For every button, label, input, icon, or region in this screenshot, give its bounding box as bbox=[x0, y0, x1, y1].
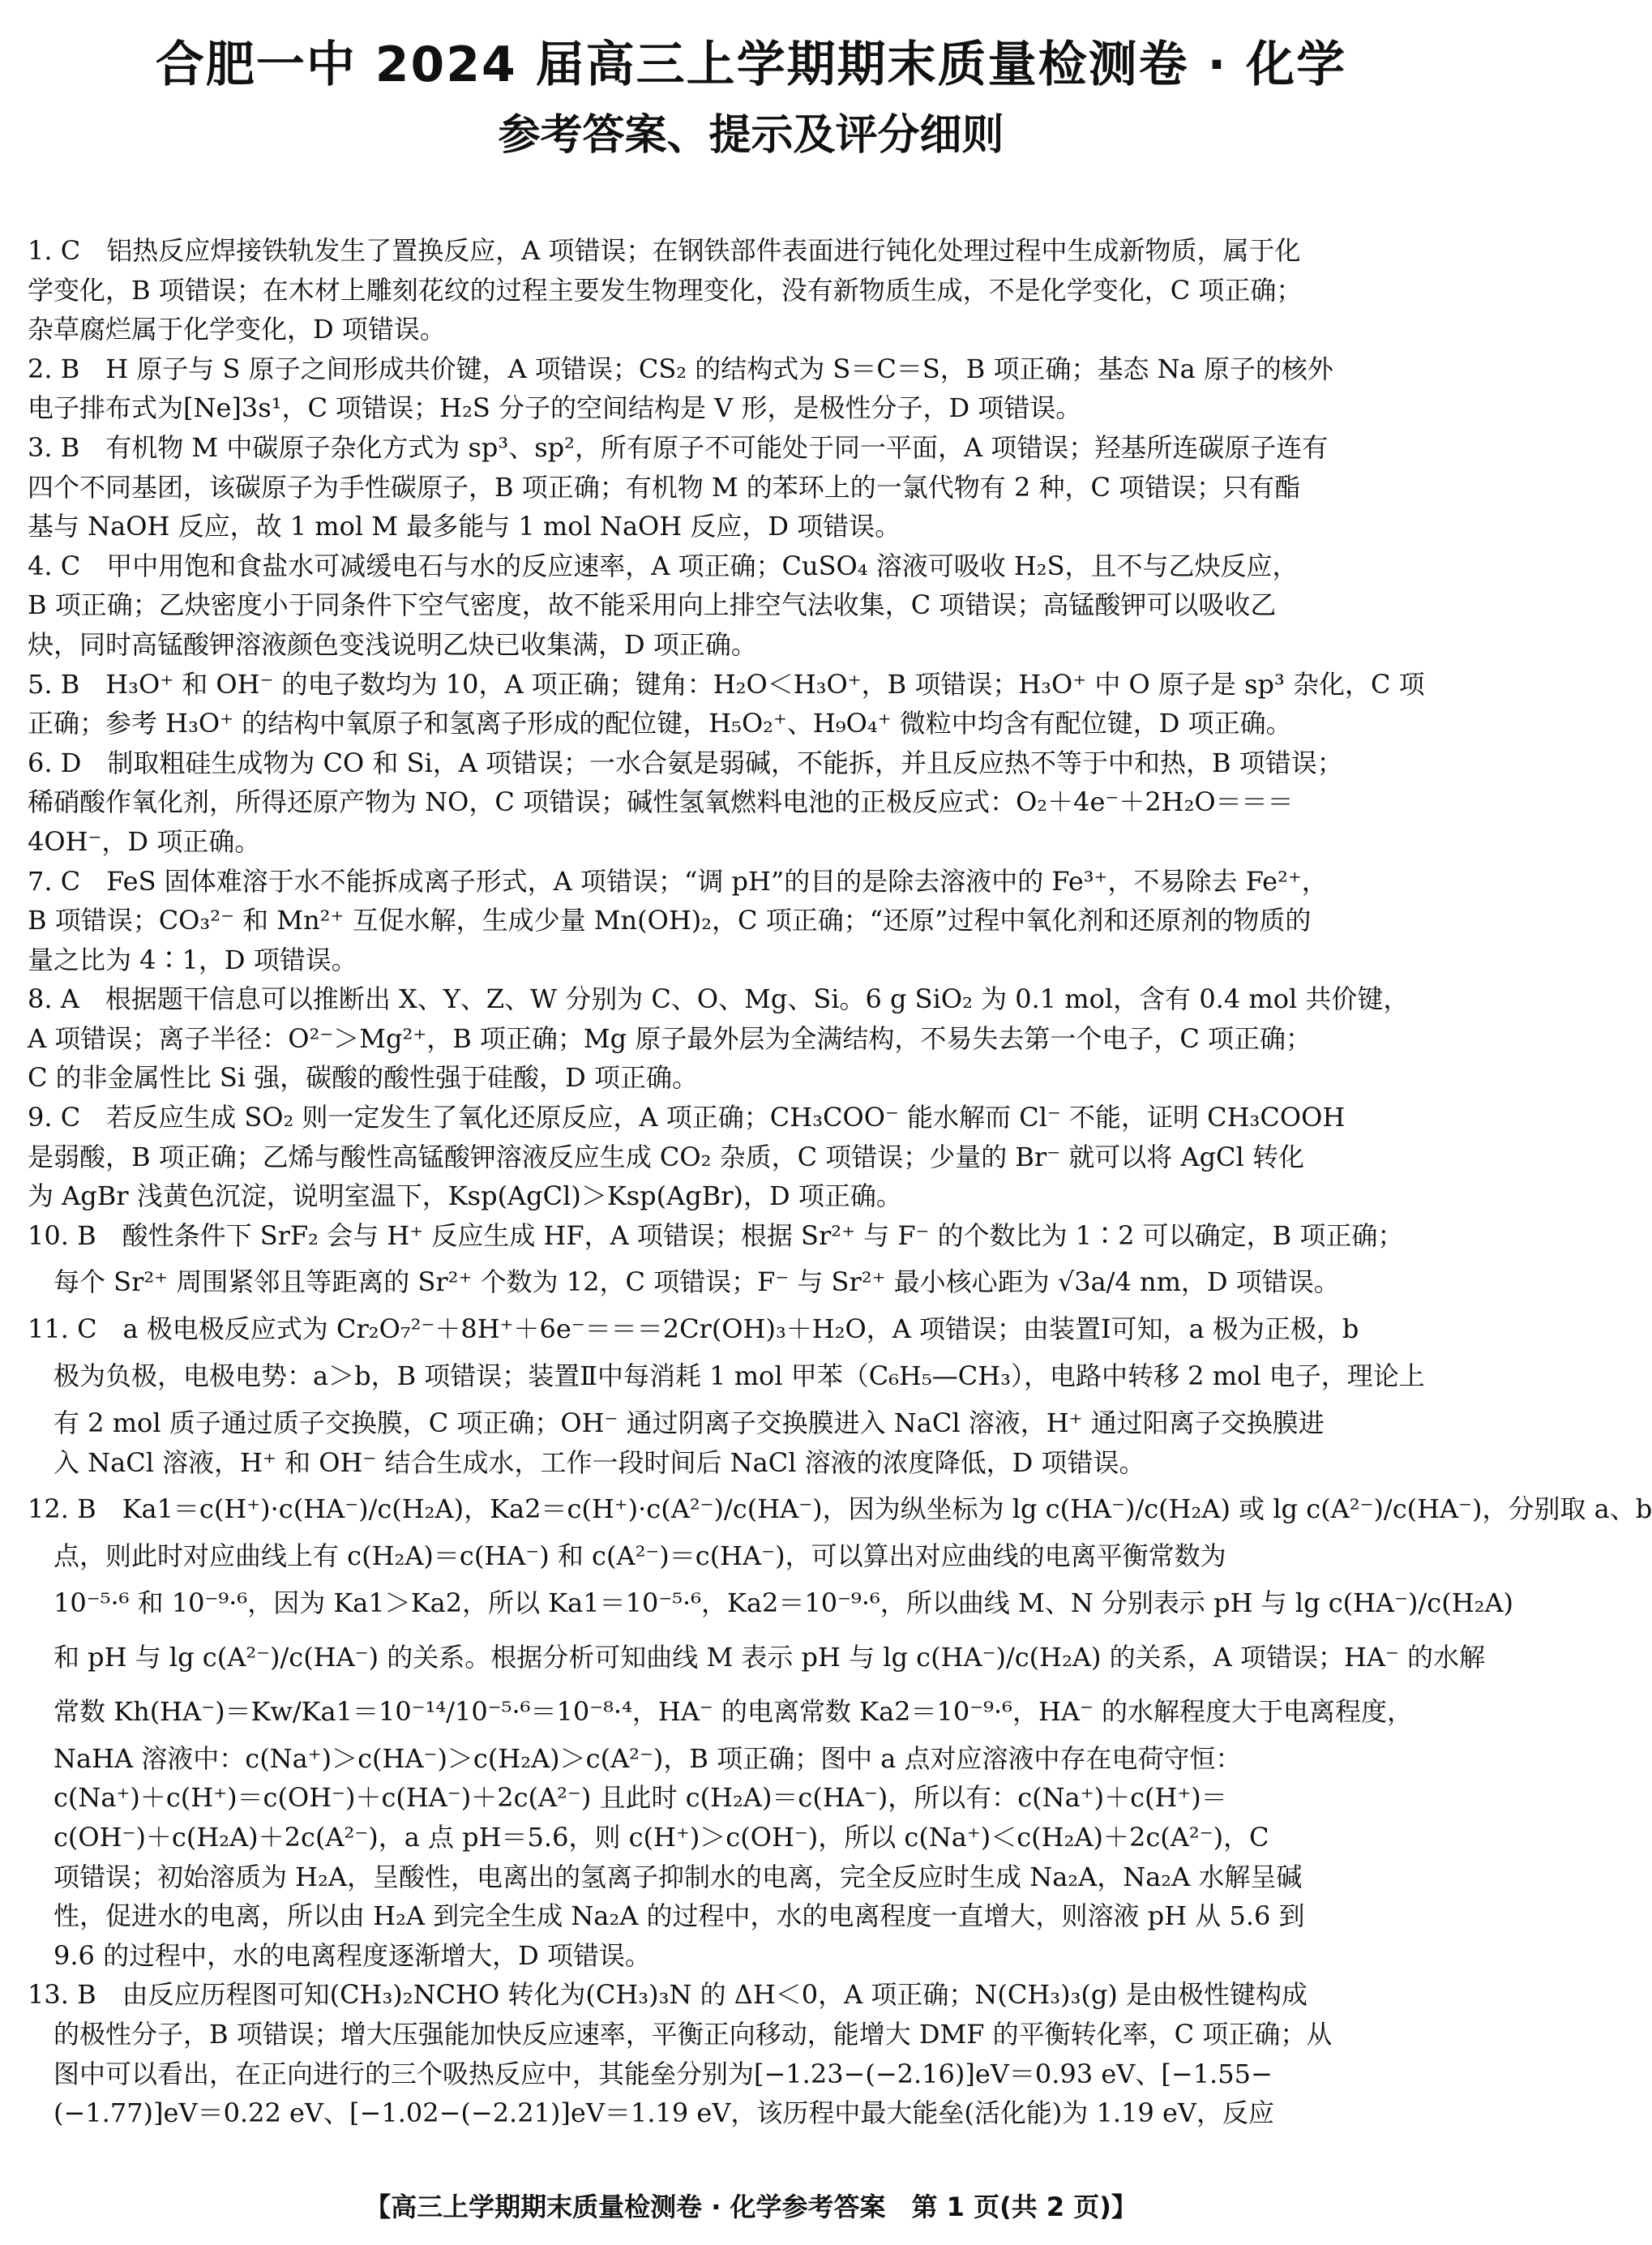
answer-line: B 项错误；CO₃²⁻ 和 Mn²⁺ 互促水解，生成少量 Mn(OH)₂，C 项正确；“还原”过程中氧化剂和还原剂的物质的 bbox=[28, 905, 1312, 936]
answer-line: 4OH⁻，D 项正确。 bbox=[28, 825, 261, 857]
answer-item bbox=[28, 979, 1474, 1098]
answer-line: c(OH⁻)＋c(H₂A)＋2c(A²⁻)，a 点 pH＝5.6，则 c(H⁺)＞c(OH⁻)，所以 c(Na⁺)＜c(H₂A)＋2c(A²⁻)，C bbox=[28, 1822, 1269, 1853]
answer-item bbox=[28, 1482, 1652, 1975]
answer-line: 和 pH 与 lg c(A²⁻)/c(HA⁻) 的关系。根据分析可知曲线 M 表示 pH 与 lg c(HA⁻)/c(H₂A) 的关系，A 项错误；HA⁻ 的水解 bbox=[28, 1641, 1486, 1673]
answer-line: 9. C 若反应生成 SO₂ 则一定发生了氧化还原反应，A 项正确；CH₃COO⁻ 能水解而 Cl⁻ 不能，证明 CH₃COOH bbox=[28, 1102, 1346, 1133]
answer-line: c(Na⁺)＋c(H⁺)＝c(OH⁻)＋c(HA⁻)＋2c(A²⁻) 且此时 c(H₂A)＝c(HA⁻)，所以有：c(Na⁺)＋c(H⁺)＝ bbox=[28, 1782, 1227, 1814]
answer-item bbox=[28, 231, 1474, 349]
answer-line: 1. C 铝热反应焊接铁轨发生了置换反应，A 项错误；在钢铁部件表面进行钝化处理过程中生成新物质，属于化 bbox=[28, 235, 1301, 266]
answer-line: 点，则此时对应曲线上有 c(H₂A)＝c(HA⁻) 和 c(A²⁻)＝c(HA⁻)，可以算出对应曲线的电离平衡常数为 bbox=[28, 1540, 1226, 1572]
document-title: 合肥一中 2024 届高三上学期期末质量检测卷 · 化学 bbox=[155, 36, 1347, 93]
answer-line: 5. B H₃O⁺ 和 OH⁻ 的电子数均为 10，A 项正确；键角：H₂O＜H₃O⁺，B 项错误；H₃O⁺ 中 O 原子是 sp³ 杂化，C 项 bbox=[28, 668, 1425, 700]
answer-line: 2. B H 原子与 S 原子之间形成共价键，A 项错误；CS₂ 的结构式为 S＝C＝S，B 项正确；基态 Na 原子的核外 bbox=[28, 353, 1333, 384]
answer-item bbox=[28, 428, 1474, 546]
answer-line: 是弱酸，B 项正确；乙烯与酸性高锰酸钾溶液反应生成 CO₂ 杂质，C 项错误；少量的 Br⁻ 就可以将 AgCl 转化 bbox=[28, 1141, 1304, 1172]
answer-item bbox=[28, 1098, 1474, 1216]
answer-line: 11. C a 极电极反应式为 Cr₂O₇²⁻＋8H⁺＋6e⁻＝＝＝2Cr(OH)₃＋H₂O，A 项错误；由装置Ⅰ可知，a 极为正极，b bbox=[28, 1313, 1359, 1345]
answer-line: 量之比为 4∶1，D 项错误。 bbox=[28, 944, 357, 975]
answer-line: 12. B Ka1＝c(H⁺)·c(HA⁻)/c(H₂A)，Ka2＝c(H⁺)·c(A²⁻)/c(HA⁻)，因为纵坐标为 lg c(HA⁻)/c(H₂A) 或 lg c(A²⁻)/c(HA⁻)，分别取 a、b bbox=[28, 1493, 1652, 1525]
answer-line: 正确；参考 H₃O⁺ 的结构中氧原子和氢离子形成的配位键，H₅O₂⁺、H₉O₄⁺ 微粒中均含有配位键，D 项正确。 bbox=[28, 708, 1292, 739]
answer-line: C 的非金属性比 Si 强，碳酸的酸性强于硅酸，D 项正确。 bbox=[28, 1062, 698, 1094]
answer-line: 四个不同基团，该碳原子为手性碳原子，B 项正确；有机物 M 的苯环上的一氯代物有 2 种，C 项错误；只有酯 bbox=[28, 471, 1301, 503]
answer-item bbox=[28, 862, 1474, 980]
answer-line: 6. D 制取粗硅生成物为 CO 和 Si，A 项错误；一水合氨是弱碱，不能拆，并且反应热不等于中和热，B 项错误； bbox=[28, 747, 1343, 778]
answer-line: 每个 Sr²⁺ 周围紧邻且等距离的 Sr²⁺ 个数为 12，C 项错误；F⁻ 与 Sr²⁺ 最小核心距为 √3a/4 nm，D 项错误。 bbox=[28, 1266, 1340, 1298]
answer-line: 10⁻⁵·⁶ 和 10⁻⁹·⁶，因为 Ka1＞Ka2，所以 Ka1＝10⁻⁵·⁶，Ka2＝10⁻⁹·⁶，所以曲线 M、N 分别表示 pH 与 lg c(HA⁻)/c(H₂A) bbox=[28, 1587, 1514, 1618]
document-subtitle: 参考答案、提示及评分细则 bbox=[498, 111, 1004, 160]
answer-line: 稀硝酸作氧化剂，所得还原产物为 NO，C 项错误；碱性氢氧燃料电池的正极反应式：O₂＋4e⁻＋2H₂O＝＝＝ bbox=[28, 786, 1294, 818]
answer-line: 9.6 的过程中，水的电离程度逐渐增大，D 项错误。 bbox=[28, 1939, 651, 1971]
answer-item bbox=[28, 1975, 1474, 2132]
answer-line: 杂草腐烂属于化学变化，D 项错误。 bbox=[28, 314, 446, 345]
answer-line: 为 AgBr 浅黄色沉淀，说明室温下，Ksp(AgCl)＞Ksp(AgBr)，D 项正确。 bbox=[28, 1180, 902, 1212]
answer-item bbox=[28, 743, 1474, 862]
answer-line: 常数 Kh(HA⁻)＝Kw/Ka1＝10⁻¹⁴/10⁻⁵·⁶＝10⁻⁸·⁴，HA⁻ 的电离常数 Ka2＝10⁻⁹·⁶，HA⁻ 的水解程度大于电离程度， bbox=[28, 1695, 1414, 1727]
answer-line: 图中可以看出，在正向进行的三个吸热反应中，其能垒分别为[−1.23−(−2.16)]eV＝0.93 eV、[−1.55− bbox=[28, 2058, 1273, 2089]
answer-line: 电子排布式为[Ne]3s¹，C 项错误；H₂S 分子的空间结构是 V 形，是极性分子，D 项错误。 bbox=[28, 392, 1082, 424]
answer-item bbox=[28, 349, 1474, 428]
answer-line: 4. C 甲中用饱和食盐水可减缓电石与水的反应速率，A 项正确；CuSO₄ 溶液可吸收 H₂S，且不与乙炔反应， bbox=[28, 550, 1299, 581]
answer-line: (−1.77)]eV＝0.22 eV、[−1.02−(−2.21)]eV＝1.19 eV，该历程中最大能垒(活化能)为 1.19 eV，反应 bbox=[28, 2097, 1275, 2129]
answer-item bbox=[28, 665, 1474, 743]
answer-line: 基与 NaOH 反应，故 1 mol M 最多能与 1 mol NaOH 反应，D 项错误。 bbox=[28, 511, 901, 542]
answer-line: 极为负极，电极电势：a＞b，B 项错误；装置Ⅱ中每消耗 1 mol 甲苯（C₆H₅—CH₃），电路中转移 2 mol 电子，理论上 bbox=[28, 1360, 1425, 1392]
answer-list bbox=[28, 231, 1652, 2133]
answer-item bbox=[28, 1216, 1474, 1310]
answer-item bbox=[28, 1309, 1474, 1482]
answer-line: 炔，同时高锰酸钾溶液颜色变浅说明乙炔已收集满，D 项正确。 bbox=[28, 628, 757, 660]
answer-line: 项错误；初始溶质为 H₂A，呈酸性，电离出的氢离子抑制水的电离，完全反应时生成 Na₂A，Na₂A 水解呈碱 bbox=[28, 1861, 1303, 1892]
answer-line: 有 2 mol 质子通过质子交换膜，C 项正确；OH⁻ 通过阴离子交换膜进入 NaCl 溶液，H⁺ 通过阳离子交换膜进 bbox=[28, 1407, 1325, 1439]
answer-line: 的极性分子，B 项错误；增大压强能加快反应速率，平衡正向移动，能增大 DMF 的平衡转化率，C 项正确；从 bbox=[28, 2018, 1333, 2050]
answer-line: 13. B 由反应历程图可知(CH₃)₂NCHO 转化为(CH₃)₃N 的 ΔH＜0，A 项正确；N(CH₃)₃(g) 是由极性键构成 bbox=[28, 1979, 1308, 2011]
answer-line: 8. A 根据题干信息可以推断出 X、Y、Z、W 分别为 C、O、Mg、Si。6 g SiO₂ 为 0.1 mol，含有 0.4 mol 共价键， bbox=[28, 983, 1410, 1015]
answer-line: B 项正确；乙炔密度小于同条件下空气密度，故不能采用向上排空气法收集，C 项错误；高锰酸钾可以吸收乙 bbox=[28, 589, 1277, 621]
answer-line: 3. B 有机物 M 中碳原子杂化方式为 sp³、sp²，所有原子不可能处于同一平面，A 项错误；羟基所连碳原子连有 bbox=[28, 431, 1329, 463]
answer-line: 学变化，B 项错误；在木材上雕刻花纹的过程主要发生物理变化，没有新物质生成，不是化学变化，C 项正确； bbox=[28, 274, 1303, 306]
page-footer: 【高三上学期期末质量检测卷 · 化学参考答案 第 1 页(共 2 页)】 bbox=[365, 2191, 1137, 2222]
answer-line: 7. C FeS 固体难溶于水不能拆成离子形式，A 项错误；“调 pH”的目的是除去溶液中的 Fe³⁺，不易除去 Fe²⁺， bbox=[28, 865, 1328, 897]
answer-line: NaHA 溶液中：c(Na⁺)＞c(HA⁻)＞c(H₂A)＞c(A²⁻)，B 项正确；图中 a 点对应溶液中存在电荷守恒： bbox=[28, 1742, 1242, 1774]
answer-line: 10. B 酸性条件下 SrF₂ 会与 H⁺ 反应生成 HF，A 项错误；根据 Sr²⁺ 与 F⁻ 的个数比为 1∶2 可以确定，B 项正确； bbox=[28, 1219, 1404, 1251]
answer-line: 性，促进水的电离，所以由 H₂A 到完全生成 Na₂A 的过程中，水的电离程度一直增大，则溶液 pH 从 5.6 到 bbox=[28, 1900, 1305, 1932]
answer-item bbox=[28, 546, 1474, 665]
answer-line: A 项错误；离子半径：O²⁻＞Mg²⁺，B 项正确；Mg 原子最外层为全满结构，不易失去第一个电子，C 项正确； bbox=[28, 1022, 1312, 1054]
answer-line: 入 NaCl 溶液，H⁺ 和 OH⁻ 结合生成水，工作一段时间后 NaCl 溶液的浓度降低，D 项错误。 bbox=[28, 1446, 1145, 1478]
